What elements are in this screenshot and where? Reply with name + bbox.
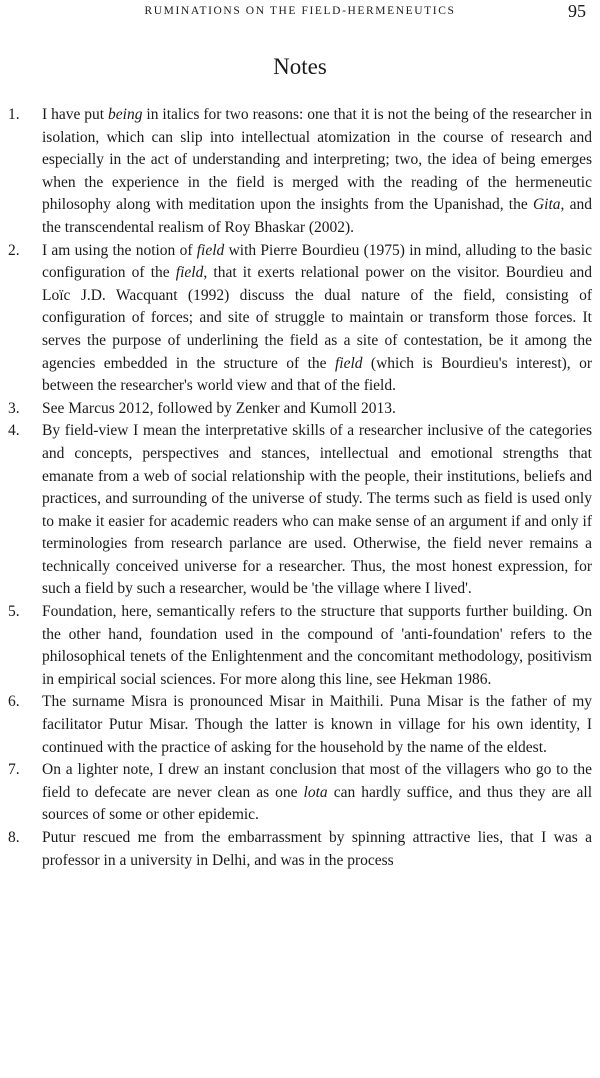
note-text-segment: can hardly suffice, and thus they are all sources of some or other epidemic. (42, 783, 592, 824)
note-number: 3. (8, 399, 20, 417)
note-text-segment: See Marcus 2012, followed by Zenker and Kumoll 2013. (42, 399, 396, 417)
note-text-segment: By field-view I mean the interpretative skills of a researcher inclusive of the categories and concepts, perspectives and stances, intellectual and emotional strengths that emanate from a web of social relationship with the people, their institutions, beliefs and practices, and surrounding of the universe of study. The terms such as field is used only to make it easier for academic readers who can make sense of an argument if and only if terminologies from research parlance are used. Otherwise, the field never remains a technically conceived universe for a researcher. Thus, the most honest expression, for such a field by such a researcher, would be 'the village where I lived'. (42, 422, 592, 598)
note-item (8, 420, 592, 601)
italic-term: Gita (532, 196, 561, 214)
note-item (8, 240, 592, 398)
italic-term: lota (303, 783, 328, 801)
note-text-segment: The surname Misra is pronounced Misar in Maithili. Puna Misar is the father of my facilitator Putur Misar. Though the latter is known in village for his own identity, I continued with the practice of asking for the household by the name of the eldest. (42, 693, 592, 756)
note-item (8, 827, 592, 872)
italic-term: being (108, 106, 143, 123)
note-item (8, 104, 592, 240)
note-text (42, 400, 396, 417)
notes-list (8, 104, 592, 872)
note-item (8, 601, 592, 691)
running-title: RUMINATIONS ON THE FIELD-HERMENEUTICS (144, 5, 456, 17)
note-text (42, 242, 592, 395)
note-text (42, 693, 592, 755)
note-text-segment: I am using the notion of (42, 241, 197, 259)
page-number: 95 (568, 1, 586, 21)
note-text-segment: (which is Bourdieu's interest), or between the researcher's world view and that of the field. (42, 354, 592, 395)
note-text (42, 761, 592, 823)
note-text (42, 422, 592, 597)
notes-heading: Notes (273, 54, 327, 79)
note-text (42, 603, 592, 688)
note-number: 2. (8, 241, 20, 259)
note-text-segment: , that it exerts relational power on the visitor. Bourdieu and Loïc J.D. Wacquant (1992) discuss the dual nature of the field, consisting of configuration of forces; and site of struggle to maintain or transform those forces. It serves the purpose of underlining the field as a site of contestation, be it among the agencies embedded in the structure of the (42, 264, 592, 372)
note-number: 6. (8, 693, 20, 711)
note-text-segment: Foundation, here, semantically refers to the structure that supports further building. On the other hand, foundation used in the compound of 'anti-foundation' refers to the philosophical tenets of the Enlightenment and the concomitant methodology, positivism in empirical social sciences. For more along this line, see Hekman 1986. (42, 603, 592, 688)
note-text-segment: Putur rescued me from the embarrassment by spinning attractive lies, that I was a professor in a university in Delhi, and was in the process (42, 829, 592, 869)
note-number: 7. (8, 761, 20, 779)
note-item (8, 691, 592, 759)
note-text-segment: , and the transcendental realism of Roy Bhaskar (2002). (42, 196, 592, 236)
note-number: 1. (8, 106, 20, 123)
note-text-segment: in italics for two reasons: one that it is not the being of the researcher in isolation, which can slip into intellectual atomization in the course of research and especially in the act of understanding and interpreting; two, the idea of being emerges when the experience in the field is merged with the reading of the hermeneutic philosophy along with meditation upon the insights from the Upanishad, the (42, 106, 592, 214)
note-number: 8. (8, 829, 20, 846)
note-item (8, 759, 592, 827)
running-head (8, 0, 592, 26)
note-number: 4. (8, 422, 20, 440)
note-text-segment: I have put (42, 106, 109, 123)
note-text (42, 829, 592, 869)
note-text-segment: On a lighter note, I drew an instant conclusion that most of the villagers who go to the field to defecate are never clean as one (42, 761, 592, 801)
note-item (8, 398, 592, 421)
italic-term: field (175, 264, 204, 282)
note-text (42, 106, 592, 236)
note-text-segment: with Pierre Bourdieu (1975) in mind, alluding to the basic configuration of the (42, 241, 592, 282)
italic-term: field (196, 241, 225, 259)
italic-term: field (334, 354, 363, 372)
note-number: 5. (8, 603, 20, 621)
